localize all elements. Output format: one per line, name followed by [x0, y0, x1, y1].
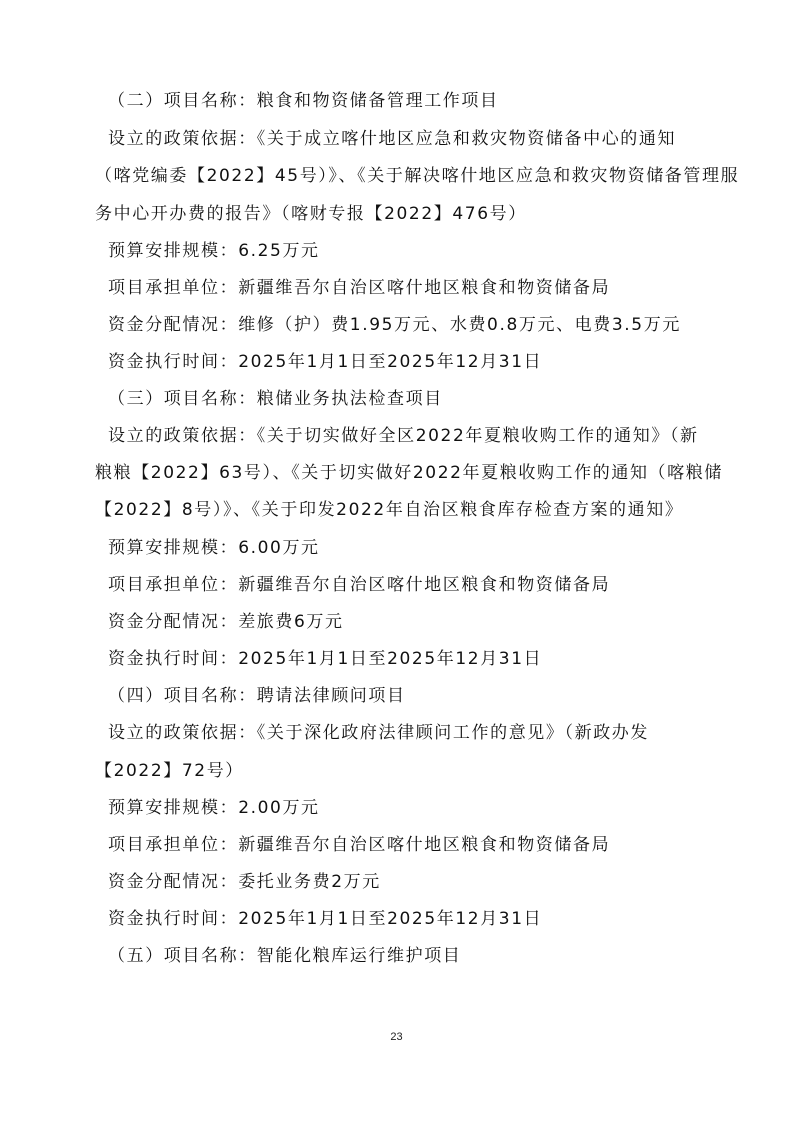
section-5-title: （五）项目名称：智能化粮库运行维护项目 — [108, 946, 462, 966]
section-4-allocation: 资金分配情况：委托业务费2万元 — [108, 872, 381, 892]
section-2-policy-line-3: 务中心开办费的报告》（喀财专报【2022】476号） — [95, 204, 527, 224]
section-3-policy-line-1: 设立的政策依据：《关于切实做好全区2022年夏粮收购工作的通知》（新 — [108, 426, 699, 446]
page-number: 23 — [390, 1031, 403, 1043]
section-2-unit: 项目承担单位：新疆维吾尔自治区喀什地区粮食和物资储备局 — [108, 278, 611, 298]
section-4-period: 资金执行时间：2025年1月1日至2025年12月31日 — [108, 909, 543, 929]
section-3-period: 资金执行时间：2025年1月1日至2025年12月31日 — [108, 649, 543, 669]
section-4-title: （四）项目名称：聘请法律顾问项目 — [108, 686, 406, 706]
section-3-budget: 预算安排规模：6.00万元 — [108, 538, 320, 558]
section-2-title: （二）项目名称：粮食和物资储备管理工作项目 — [108, 91, 499, 111]
section-2-policy-line-1: 设立的政策依据：《关于成立喀什地区应急和救灾物资储备中心的通知 — [108, 129, 677, 149]
section-2-allocation: 资金分配情况：维修（护）费1.95万元、水费0.8万元、电费3.5万元 — [108, 315, 681, 335]
section-4-policy-line-1: 设立的政策依据：《关于深化政府法律顾问工作的意见》（新政办发 — [108, 723, 649, 743]
section-2-budget: 预算安排规模：6.25万元 — [108, 241, 320, 261]
section-4-unit: 项目承担单位：新疆维吾尔自治区喀什地区粮食和物资储备局 — [108, 835, 611, 855]
section-2-period: 资金执行时间：2025年1月1日至2025年12月31日 — [108, 352, 543, 372]
section-3-title: （三）项目名称：粮储业务执法检查项目 — [108, 389, 443, 409]
section-2-policy-line-2: （喀党编委【2022】45号）》、《关于解决喀什地区应急和救灾物资储备管理服 — [95, 166, 740, 186]
section-4-policy-line-2: 【2022】72号） — [95, 761, 244, 781]
section-3-allocation: 资金分配情况：差旅费6万元 — [108, 612, 344, 632]
section-3-unit: 项目承担单位：新疆维吾尔自治区喀什地区粮食和物资储备局 — [108, 575, 611, 595]
section-3-policy-line-2: 粮粮【2022】63号）、《关于切实做好2022年夏粮收购工作的通知（喀粮储 — [95, 463, 723, 483]
section-3-policy-line-3: 【2022】8号）》、《关于印发2022年自治区粮食库存检查方案的通知》 — [95, 500, 684, 520]
section-4-budget: 预算安排规模：2.00万元 — [108, 798, 320, 818]
